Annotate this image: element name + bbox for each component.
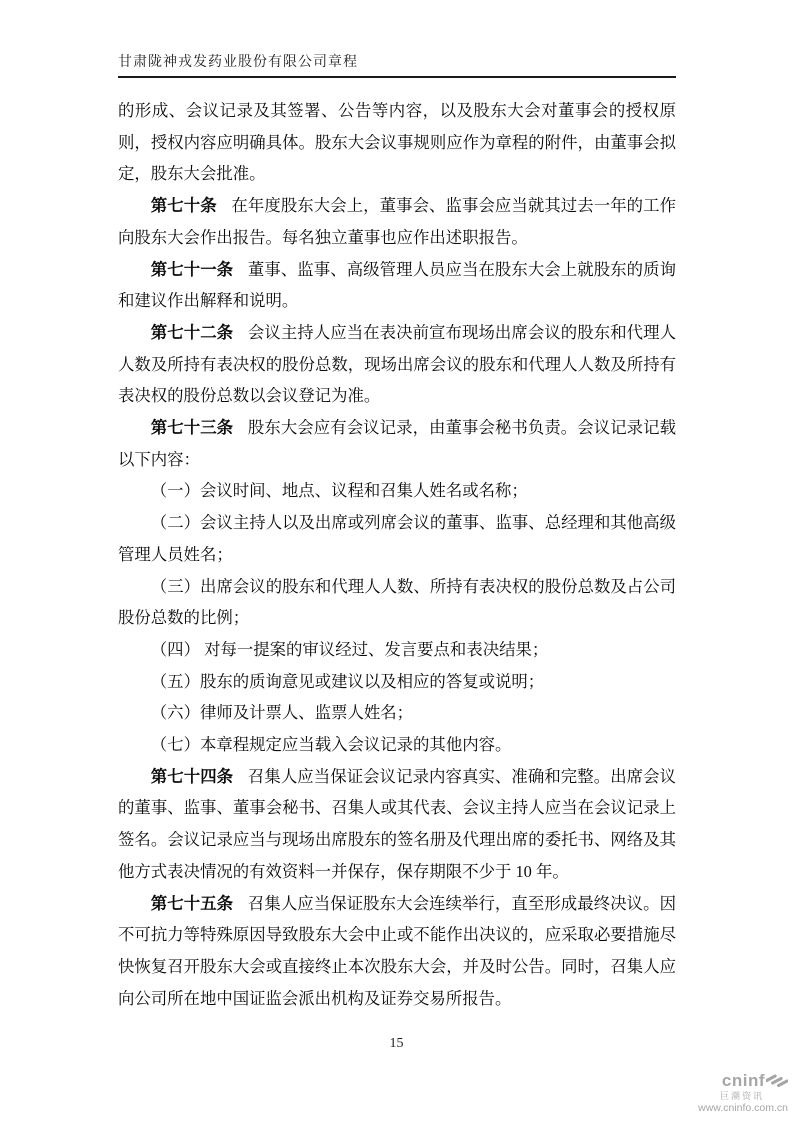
paragraph-text: （五）股东的质询意见或建议以及相应的答复或说明； [150, 671, 545, 691]
paragraph [118, 571, 676, 634]
paragraph [118, 761, 676, 888]
paragraph-text: （二）会议主持人以及出席或列席会议的董事、监事、总经理和其他高级管理人员姓名； [118, 513, 676, 564]
article-number: 第七十二条 [150, 322, 234, 342]
paragraph [118, 254, 676, 317]
article-number: 第七十一条 [150, 259, 234, 279]
article-number: 第七十三条 [150, 418, 234, 438]
page-number: 15 [389, 1036, 404, 1051]
paragraph-text: 董事、监事、高级管理人员应当在股东大会上就股东的质询和建议作出解释和说明。 [118, 259, 676, 311]
paragraph-text: （四） 对每一提案的审议经过、发言要点和表决结果； [150, 639, 549, 659]
paragraph-text: 召集人应当保证会议记录内容真实、准确和完整。出席会议的董事、监事、董事会秘书、召集人或其代表、会议主持人应当在会议记录上签名。会议记录应当与现场出席股东的签名册及代理出席的委托书、网络及其他方式表决情况的有效资料一并保存，保存期限不少于 10 年。 [118, 766, 676, 881]
paragraph [118, 666, 676, 698]
paragraph [118, 888, 676, 1015]
paragraph-text: （一）会议时间、地点、议程和召集人姓名或名称； [150, 481, 528, 501]
paragraph [118, 190, 676, 253]
paragraph [118, 729, 676, 761]
article-number: 第七十五条 [150, 893, 234, 913]
document-body [118, 95, 676, 1014]
paragraph [118, 634, 676, 666]
paragraph-text: 的形成、会议记录及其签署、公告等内容，以及股东大会对董事会的授权原则，授权内容应明确具体。股东大会议事规则应作为章程的附件，由董事会拟定，股东大会批准。 [118, 101, 676, 184]
cninfo-url: www.cninfo.com.cn [698, 1101, 788, 1114]
article-number: 第七十条 [150, 196, 217, 216]
paragraph-text: 在年度股东大会上，董事会、监事会应当就其过去一年的工作向股东大会作出报告。每名独立董事也应作出述职报告。 [118, 196, 676, 247]
paragraph [118, 412, 676, 475]
cninfo-brand-row [698, 1071, 788, 1091]
cninfo-name-cn: 巨潮资讯 [719, 1090, 764, 1101]
paragraph-text: 股东大会应有会议记录，由董事会秘书负责。会议记录记载以下内容： [118, 418, 676, 469]
paragraph [118, 507, 676, 570]
cninfo-brand-text: cninf [721, 1070, 765, 1090]
paragraph-text: 会议主持人应当在表决前宣布现场出席会议的股东和代理人人数及所持有表决权的股份总数，现场出席会议的股东和代理人人数及所持有表决权的股份总数以会议登记为准。 [118, 322, 676, 406]
paragraph-text: 召集人应当保证股东大会连续举行，直至形成最终决议。因不可抗力等特殊原因导致股东大会中止或不能作出决议的，应采取必要措施尽快恢复召开股东大会或直接终止本次股东大会，并及时公告。同时，召集人应向公司所在地中国证监会派出机构及证券交易所报告。 [118, 893, 676, 1008]
paragraph-text: （三）出席会议的股东和代理人人数、所持有表决权的股份总数及占公司股份总数的比例； [118, 576, 676, 628]
paragraph-text: （六）律师及计票人、监票人姓名； [150, 703, 414, 723]
header-title: 甘肃陇神戎发药业股份有限公司章程 [118, 0, 676, 78]
paragraph-text: （七）本章程规定应当载入会议记录的其他内容。 [150, 735, 512, 755]
paragraph [118, 95, 676, 190]
article-number: 第七十四条 [150, 766, 234, 786]
paragraph [118, 697, 676, 729]
page-header [118, 0, 676, 78]
cninfo-watermark [698, 1071, 788, 1114]
paragraph [118, 317, 676, 412]
paragraph [118, 475, 676, 507]
cninfo-swirl-icon [766, 1071, 788, 1091]
